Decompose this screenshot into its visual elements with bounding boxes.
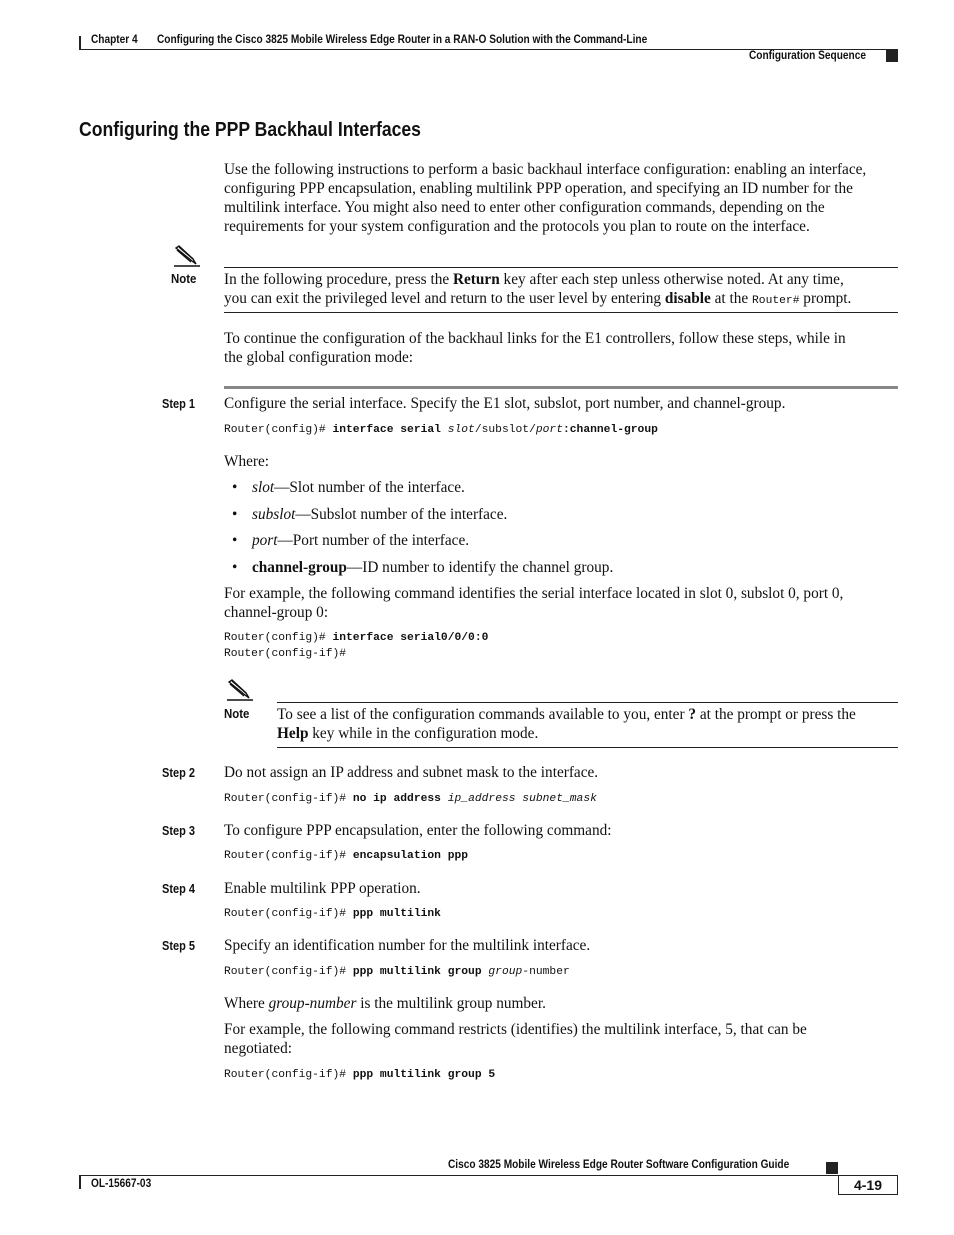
- cli-arg: number: [529, 966, 570, 978]
- step-1-example-command: [224, 630, 488, 646]
- note-text: In the following procedure, press the: [224, 271, 453, 288]
- bullet-item-slot: [252, 478, 465, 497]
- bullet-dot: •: [232, 559, 238, 576]
- step-4-command: [224, 906, 441, 922]
- help-key-term: Help: [277, 725, 309, 742]
- continue-line: the global configuration mode:: [224, 349, 414, 366]
- bullet-term: slot: [252, 479, 275, 496]
- note-top-rule: [277, 702, 898, 703]
- step-4-label: Step 4: [162, 882, 196, 896]
- router-prompt: Router#: [752, 295, 800, 307]
- cli-command: ppp multilink group: [352, 966, 489, 978]
- step-5-label: Step 5: [162, 939, 196, 953]
- step-2-label: Step 2: [162, 766, 196, 780]
- bullet-dot: •: [232, 479, 238, 496]
- cli-prompt: Router(config-if)#: [224, 908, 353, 920]
- step-3-label: Step 3: [162, 824, 196, 838]
- example-line: channel-group 0:: [224, 604, 329, 621]
- steps-top-rule: [224, 386, 898, 389]
- bullet-dot: •: [232, 532, 238, 549]
- note-text: key after each step unless otherwise noted. At any time,: [499, 271, 844, 288]
- cli-arg-slot: slot: [447, 424, 475, 436]
- question-mark-term: ?: [688, 706, 697, 723]
- cli-prompt: Router(config-if)#: [224, 1069, 353, 1081]
- cli-command: ppp multilink group 5: [352, 1069, 496, 1081]
- step-5-example-command: [224, 1067, 495, 1083]
- header-chapter: Chapter 4: [91, 34, 138, 46]
- cli-command: interface serial: [332, 424, 448, 436]
- step-5-where: [224, 994, 546, 1013]
- step-1-example: [224, 584, 904, 622]
- step-1-label: Step 1: [162, 397, 196, 411]
- bullet-desc: —Port number of the interface.: [277, 532, 470, 549]
- return-key-term: Return: [452, 271, 500, 288]
- step-3-command: [224, 848, 468, 864]
- pencil-note-icon: [173, 244, 201, 268]
- intro-paragraph: [224, 160, 904, 236]
- header-left-bar: [79, 36, 81, 50]
- footer-doc-id: OL-15667-03: [91, 1178, 152, 1190]
- cli-args: ip_address subnet_mask: [447, 793, 597, 805]
- note-top-rule: [224, 267, 898, 268]
- page-number: 4-19: [853, 1177, 883, 1193]
- step-2-text: Do not assign an IP address and subnet mask to the interface.: [224, 764, 599, 781]
- continue-line: To continue the configuration of the backhaul links for the E1 controllers, follow these steps, while in: [224, 330, 846, 347]
- note-label: Note: [224, 706, 250, 721]
- bullet-desc: —ID number to identify the channel group.: [346, 559, 614, 576]
- header-black-box: [886, 50, 898, 62]
- intro-line: Use the following instructions to perform a basic backhaul interface configuration: enabling an interface,: [224, 161, 867, 178]
- intro-line: requirements for your system configuration and the protocols you plan to route on the interface.: [224, 218, 810, 235]
- note-bottom-rule: [224, 312, 898, 313]
- note-text: key while in the configuration mode.: [308, 725, 539, 742]
- cli-prompt: Router(config-if)#: [224, 793, 353, 805]
- bullet-item-channel-group: [252, 558, 613, 577]
- step-4-text: Enable multilink PPP operation.: [224, 880, 421, 897]
- note-bottom-rule: [277, 747, 898, 748]
- cli-command: interface serial0/0/0:0: [332, 632, 489, 644]
- where-text: is the multilink group number.: [356, 995, 546, 1012]
- note-text: prompt.: [799, 290, 852, 307]
- step-1-example-prompt: Router(config-if)#: [224, 648, 347, 660]
- note-text: at the prompt or press the: [696, 706, 856, 723]
- bullet-term: subslot: [252, 506, 296, 523]
- bullet-desc: —Slot number of the interface.: [274, 479, 465, 496]
- cli-command: no ip address: [352, 793, 448, 805]
- bullet-item-port: [252, 531, 469, 550]
- header-section: Configuration Sequence: [749, 50, 866, 62]
- intro-line: multilink interface. You might also need to enter other configuration commands, depending on the: [224, 199, 825, 216]
- example-line: For example, the following command restricts (identifies) the multilink interface, 5, that can be: [224, 1021, 807, 1038]
- cli-command: ppp multilink: [352, 908, 441, 920]
- section-title: Configuring the PPP Backhaul Interfaces: [79, 119, 421, 141]
- cli-prompt: Router(config-if)#: [224, 966, 353, 978]
- note-body: [277, 705, 902, 743]
- cli-prompt: Router(config)#: [224, 632, 333, 644]
- pencil-note-icon: [226, 678, 254, 702]
- cli-arg-port: port: [535, 424, 563, 436]
- footer-guide-title: Cisco 3825 Mobile Wireless Edge Router Software Configuration Guide: [448, 1159, 790, 1171]
- cli-arg-subslot: /subslot/: [474, 424, 536, 436]
- cli-arg: group-: [488, 966, 530, 978]
- footer-black-box: [826, 1162, 838, 1174]
- bullet-dot: •: [232, 506, 238, 523]
- bullet-term: channel-group: [252, 559, 347, 576]
- bullet-desc: —Subslot number of the interface.: [295, 506, 508, 523]
- note-text: To see a list of the configuration commands available to you, enter: [277, 706, 689, 723]
- step-5-example: [224, 1020, 904, 1058]
- continue-paragraph: [224, 329, 904, 367]
- step-5-text: Specify an identification number for the multilink interface.: [224, 937, 591, 954]
- note-label: Note: [171, 271, 197, 286]
- page-number-box: [838, 1175, 898, 1195]
- example-line: For example, the following command identifies the serial interface located in slot 0, subslot 0, port 0,: [224, 585, 844, 602]
- note-body: [224, 270, 904, 309]
- step-1-command: [224, 422, 658, 438]
- step-5-command: [224, 964, 570, 980]
- where-text: Where: [224, 995, 269, 1012]
- footer-rule: [79, 1175, 898, 1176]
- cli-prompt: Router(config)#: [224, 424, 333, 436]
- note-text: you can exit the privileged level and return to the user level by entering: [224, 290, 665, 307]
- footer-left-bar: [79, 1175, 81, 1189]
- example-line: negotiated:: [224, 1040, 292, 1057]
- step-1-text: Configure the serial interface. Specify the E1 slot, subslot, port number, and channel-group.: [224, 395, 786, 412]
- cli-command: encapsulation ppp: [352, 850, 469, 862]
- step-3-text: To configure PPP encapsulation, enter the following command:: [224, 822, 612, 839]
- note-text: at the: [710, 290, 753, 307]
- cli-arg-channel-group: :channel-group: [562, 424, 658, 436]
- bullet-term: port: [252, 532, 278, 549]
- disable-command-term: disable: [664, 290, 711, 307]
- step-2-command: [224, 791, 597, 807]
- where-label: Where:: [224, 453, 270, 470]
- where-term: group-number: [268, 995, 357, 1012]
- cli-prompt: Router(config-if)#: [224, 850, 353, 862]
- bullet-item-subslot: [252, 505, 507, 524]
- intro-line: configuring PPP encapsulation, enabling multilink PPP operation, and specifying an ID number for the: [224, 180, 853, 197]
- header-chapter-title: Configuring the Cisco 3825 Mobile Wireless Edge Router in a RAN-O Solution with the Command-Line: [157, 34, 648, 46]
